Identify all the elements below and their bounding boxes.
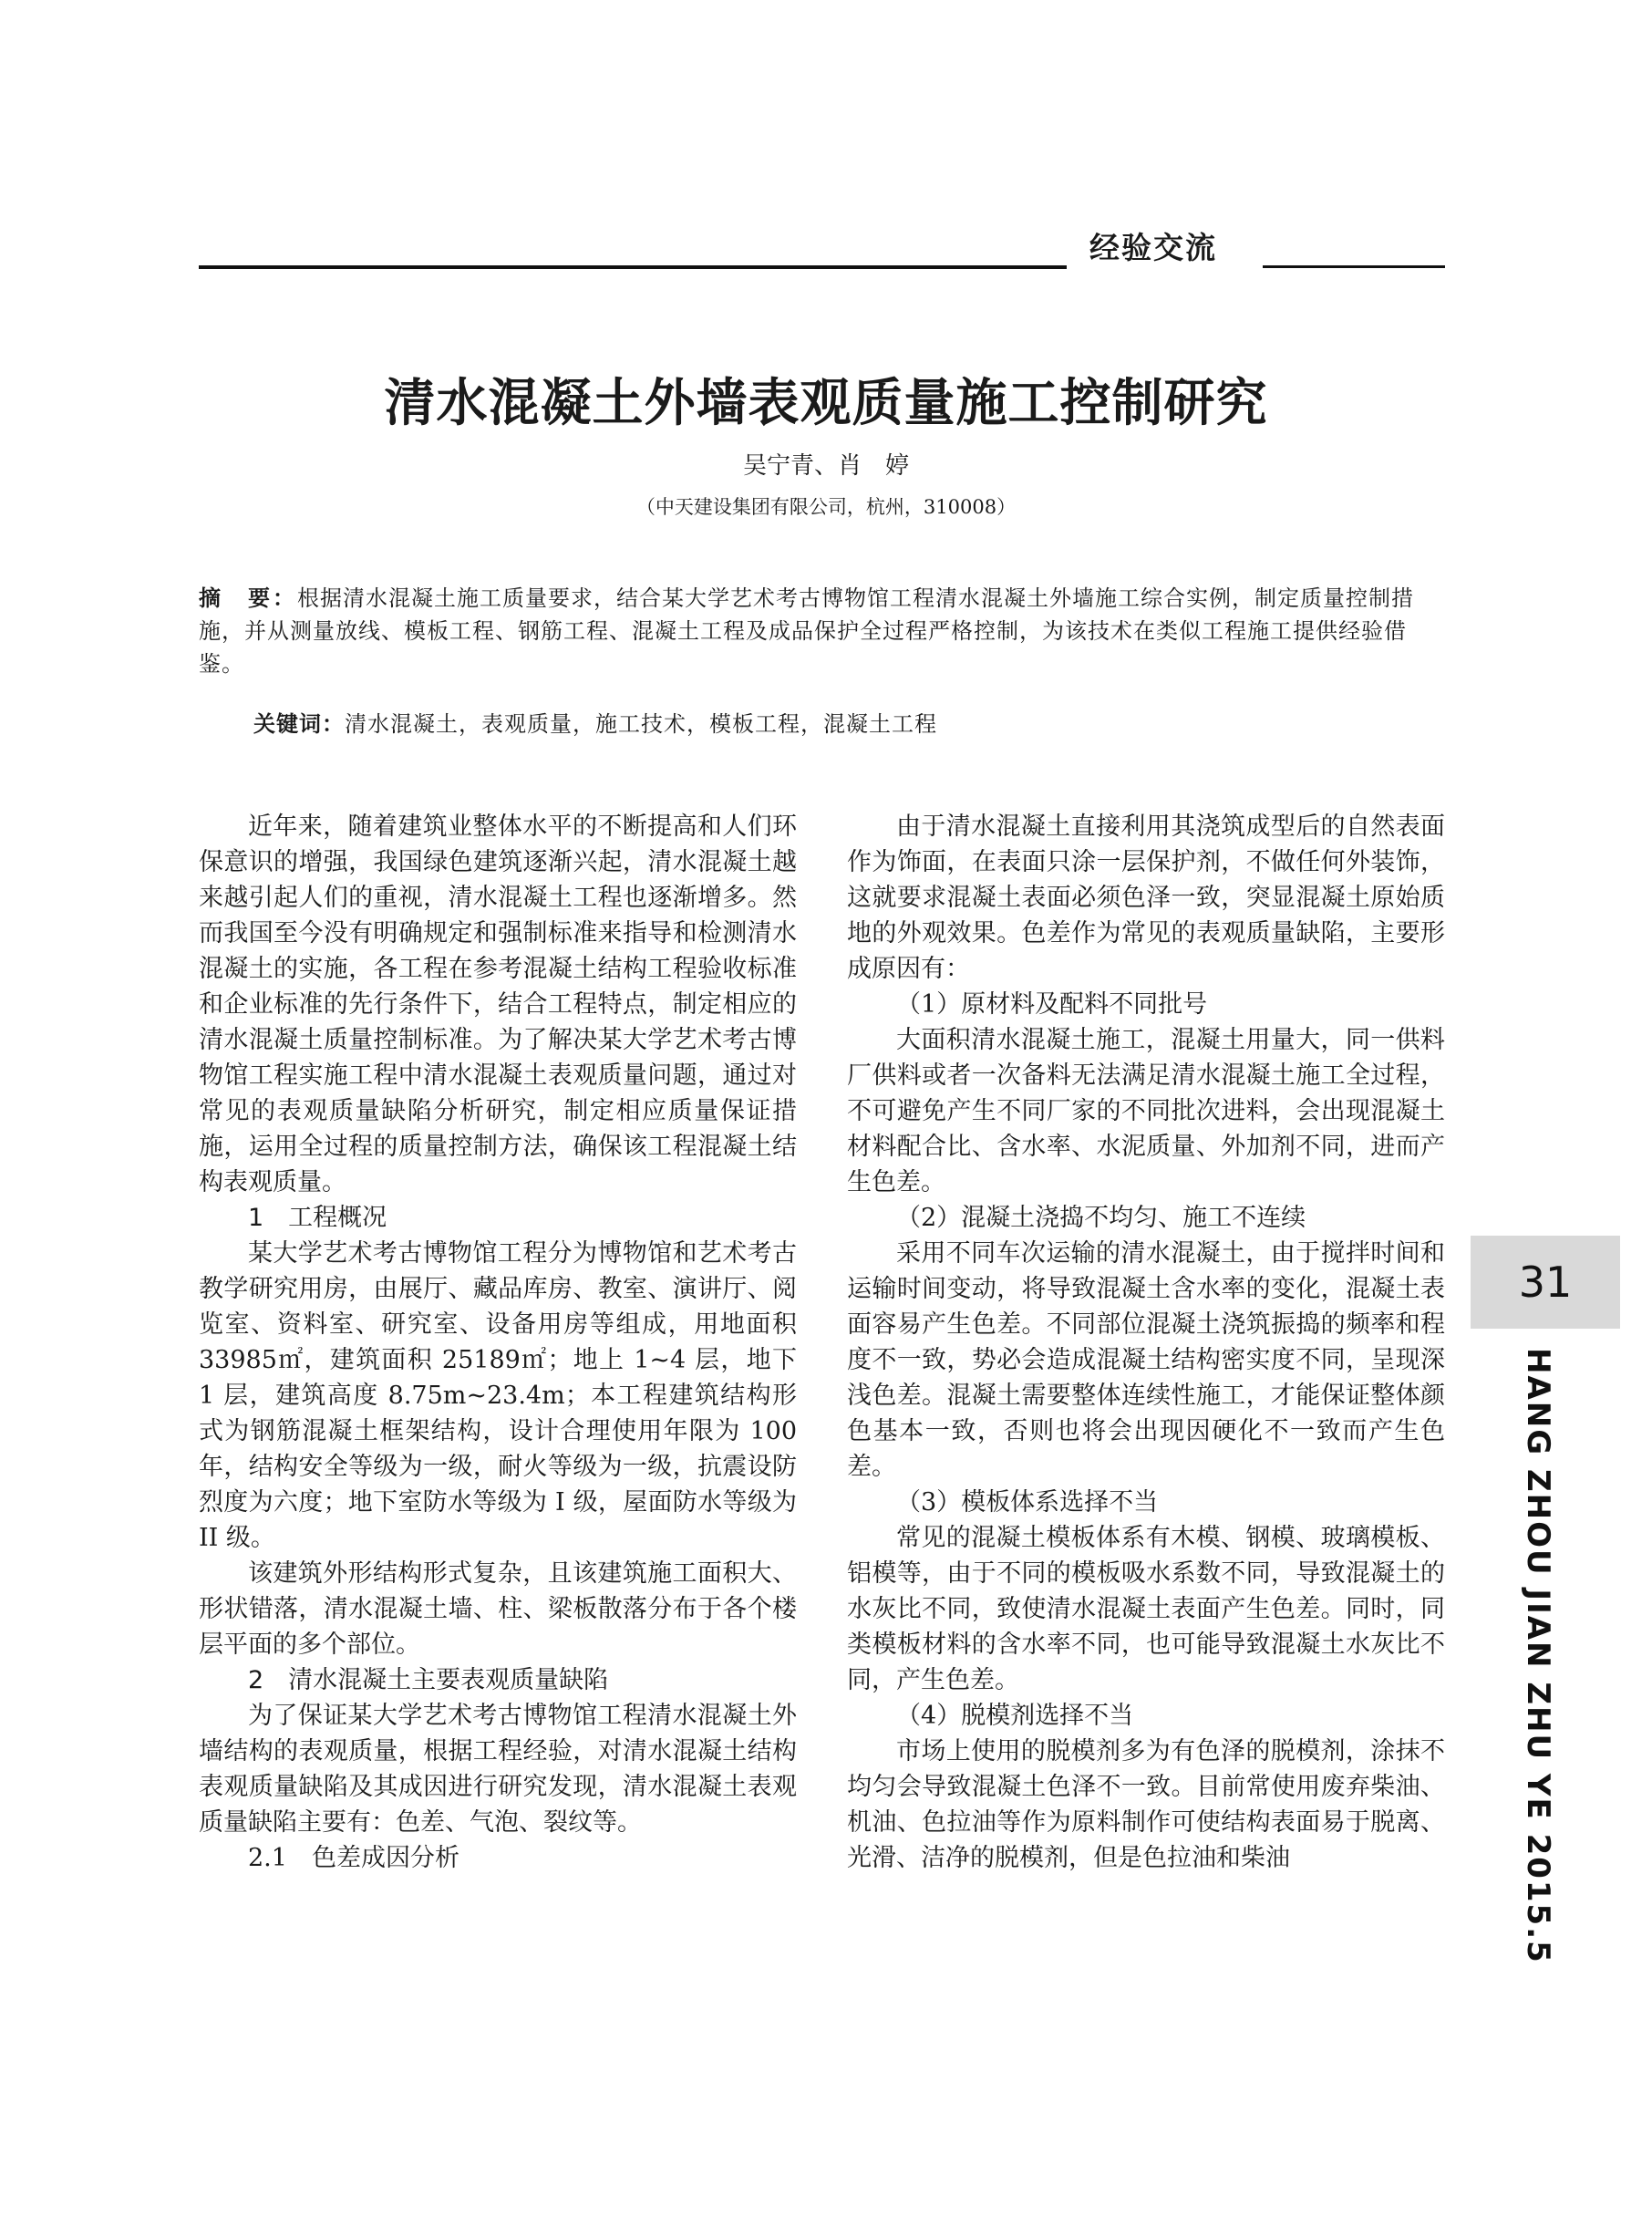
paragraph: 市场上使用的脱模剂多为有色泽的脱模剂，涂抹不均匀会导致混凝土色泽不一致。目前常使用废弃柴油、机油、色拉油等作为原料制作可使结构表面易于脱离、光滑、洁净的脱模剂，但是色拉油和柴油	[847, 1737, 1445, 1872]
paragraph: 常见的混凝土模板体系有木模、钢模、玻璃模板、铝模等，由于不同的模板吸水系数不同，导致混凝土的水灰比不同，致使清水混凝土表面产生色差。同时，同类模板材料的含水率不同，也可能导致混凝土水灰比不同，产生色差。	[847, 1524, 1445, 1694]
keywords-text: 清水混凝土，表观质量，施工技术，模板工程，混凝土工程	[345, 711, 937, 737]
list-heading: （1）原材料及配料不同批号	[896, 990, 1208, 1019]
article-authors: 吴宁青、肖 婷	[742, 452, 909, 480]
abstract-text: 根据清水混凝土施工质量要求，结合某大学艺术考古博物馆工程清水混凝土外墙施工综合实例，制定质量控制措施，并从测量放线、模板工程、钢筋工程、混凝土工程及成品保护全过程严格控制，为该技术在类似工程施工提供经验借鉴。	[199, 585, 1414, 677]
paragraph: 由于清水混凝土直接利用其浇筑成型后的自然表面作为饰面，在表面只涂一层保护剂，不做任何外装饰，这就要求混凝土表面必须色泽一致，突显混凝土原始质地的外观效果。色差作为常见的表观质量缺陷，主要形成原因有：	[847, 813, 1445, 983]
paragraph: 大面积清水混凝土施工，混凝土用量大，同一供料厂供料或者一次备料无法满足清水混凝土施工全过程，不可避免产生不同厂家的不同批次进料，会出现混凝土材料配合比、含水率、水泥质量、外加剂不同，进而产生色差。	[847, 1026, 1445, 1196]
subsection-heading: 2.1 色差成因分析	[248, 1844, 459, 1872]
keywords	[253, 708, 1439, 740]
header-rule-right	[1263, 265, 1445, 268]
paragraph: 为了保证某大学艺术考古博物馆工程清水混凝土外墙结构的表观质量，根据工程经验，对清水混凝土结构表观质量缺陷及其成因进行研究发现，清水混凝土表观质量缺陷主要有：色差、气泡、裂纹等。	[199, 1702, 797, 1837]
section-label: 经验交流	[1089, 230, 1217, 265]
abstract-label: 摘 要：	[199, 585, 297, 611]
paragraph: 某大学艺术考古博物馆工程分为博物馆和艺术考古教学研究用房，由展厅、藏品库房、教室、演讲厅、阅览室、资料室、研究室、设备用房等组成，用地面积 33985㎡，建筑面积 25189㎡；地上 1~4 层，地下 1 层，建筑高度 8.75m~23.4m；本工程建筑结构形式为钢筋混凝土框架结构，设计合理使用年限为 100 年，结构安全等级为一级，耐火等级为一级，抗震设防烈度为六度；地下室防水等级为 I 级，屋面防水等级为 II 级。	[199, 1239, 797, 1552]
left-column	[199, 809, 797, 1876]
section-heading: 2 清水混凝土主要表观质量缺陷	[248, 1666, 609, 1694]
paragraph: 该建筑外形结构形式复杂，且该建筑施工面积大、形状错落，清水混凝土墙、柱、梁板散落分布于各个楼层平面的多个部位。	[199, 1559, 797, 1659]
list-heading: （4）脱模剂选择不当	[896, 1702, 1134, 1730]
header-rule-left	[199, 265, 1067, 269]
article-title: 清水混凝土外墙表观质量施工控制研究	[384, 373, 1268, 433]
paragraph: 近年来，随着建筑业整体水平的不断提高和人们环保意识的增强，我国绿色建筑逐渐兴起，清水混凝土越来越引起人们的重视，清水混凝土工程也逐渐增多。然而我国至今没有明确规定和强制标准来指导和检测清水混凝土的实施，各工程在参考混凝土结构工程验收标准和企业标准的先行条件下，结合工程特点，制定相应的清水混凝土质量控制标准。为了解决某大学艺术考古博物馆工程实施工程中清水混凝土表观质量问题，通过对常见的表观质量缺陷分析研究，制定相应质量保证措施，运用全过程的质量控制方法，确保该工程混凝土结构表观质量。	[199, 813, 797, 1196]
page-number: 31	[1471, 1236, 1620, 1329]
paragraph: 采用不同车次运输的清水混凝土，由于搅拌时间和运输时间变动，将导致混凝土含水率的变化，混凝土表面容易产生色差。不同部位混凝土浇筑振捣的频率和程度不一致，势必会造成混凝土结构密实度不同，呈现深浅色差。混凝土需要整体连续性施工，才能保证整体颜色基本一致，否则也将会出现因硬化不一致而产生色差。	[847, 1239, 1445, 1481]
list-heading: （2）混凝土浇捣不均匀、施工不连续	[896, 1204, 1306, 1232]
right-column	[847, 809, 1445, 1876]
section-heading: 1 工程概况	[248, 1204, 387, 1232]
article-affiliation: （中天建设集团有限公司，杭州，310008）	[635, 496, 1017, 518]
abstract	[199, 582, 1443, 680]
journal-running-title: HANG ZHOU JIAN ZHU YE 2015.5	[1520, 1348, 1556, 1964]
list-heading: （3）模板体系选择不当	[896, 1488, 1159, 1517]
keywords-label: 关键词：	[253, 711, 345, 737]
